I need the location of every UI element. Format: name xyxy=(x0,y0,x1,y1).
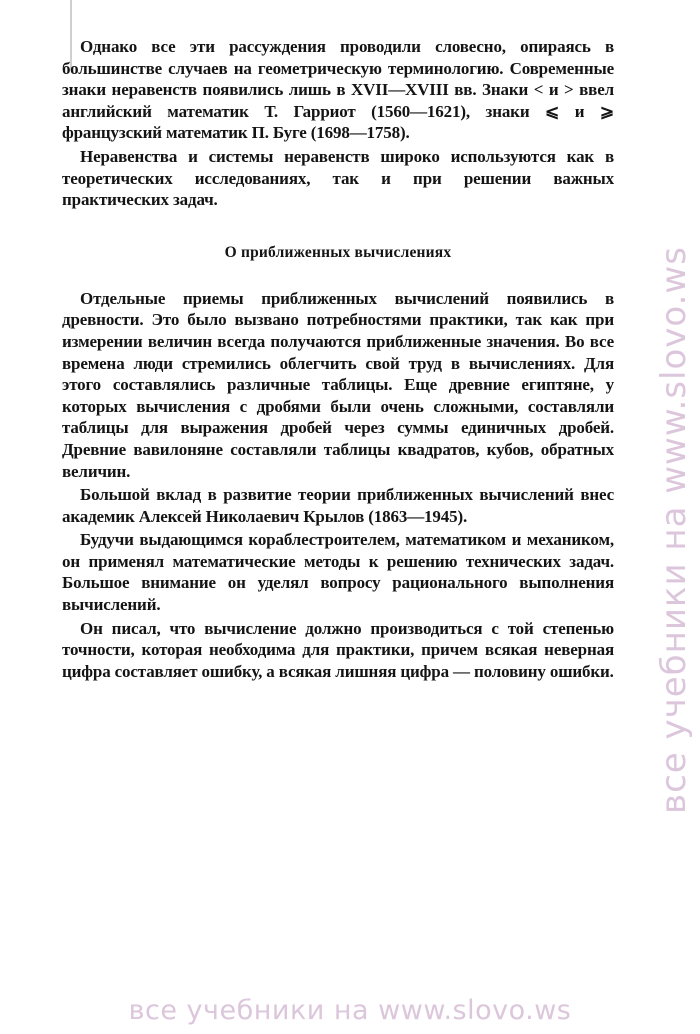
paragraph-krylov-engineer: Будучи выдающимся кораблестроителем, математиком и механиком, он применял математические методы к решению технических задач. Большое внимание он уделял вопросу рационального выполнения вычислений. xyxy=(62,530,614,615)
paragraph-ancient-methods: Отдельные приемы приближенных вычислений появились в древности. Это было вызвано потребностями практики, так как при измерении величин всегда получаются приближенные значения. Во все времена люди стремились облегчить свой труд в вычислениях. Для этого составлялись различные таблицы. Еще древние египтяне, у которых вычисления с дробями были очень сложными, составляли таблицы для выражения дробей через суммы единичных дробей. Древние вавилоняне составляли таблицы квадратов, кубов, обратных величин. xyxy=(62,288,614,481)
paragraph-inequalities-usage: Неравенства и системы неравенств широко используются как в теоретических исследованиях, так и при решении важных практических задач. xyxy=(62,146,614,210)
page-content xyxy=(62,36,614,682)
bottom-watermark: все учебники на www.slovo.ws xyxy=(128,995,572,1026)
paragraph-krylov-quote: Он писал, что вычисление должно производиться с той степенью точности, которая необходима для практики, причем всякая неверная цифра составляет ошибку, а всякая лишняя цифра — половину ошибки. xyxy=(62,618,614,681)
side-watermark-text: все учебники на www.slovo.ws xyxy=(654,246,694,814)
section-heading: О приближенных вычислениях xyxy=(224,243,452,261)
paragraph-krylov-contribution: Большой вклад в развитие теории приближенных вычислений внес академик Алексей Николаевич Крылов (1863—1945). xyxy=(62,485,614,526)
paragraph-history-signs: Однако все эти рассуждения проводили словесно, опираясь в большинстве случаев на геометрическую терминологию. Современные знаки неравенств появились лишь в XVII—XVIII вв. Знаки < и > ввел английский математик Т. Гарриот (1560—1621), знаки ⩽ и ⩾ французский математик П. Буге (1698—1758). xyxy=(62,37,614,143)
side-watermark xyxy=(654,0,694,1034)
